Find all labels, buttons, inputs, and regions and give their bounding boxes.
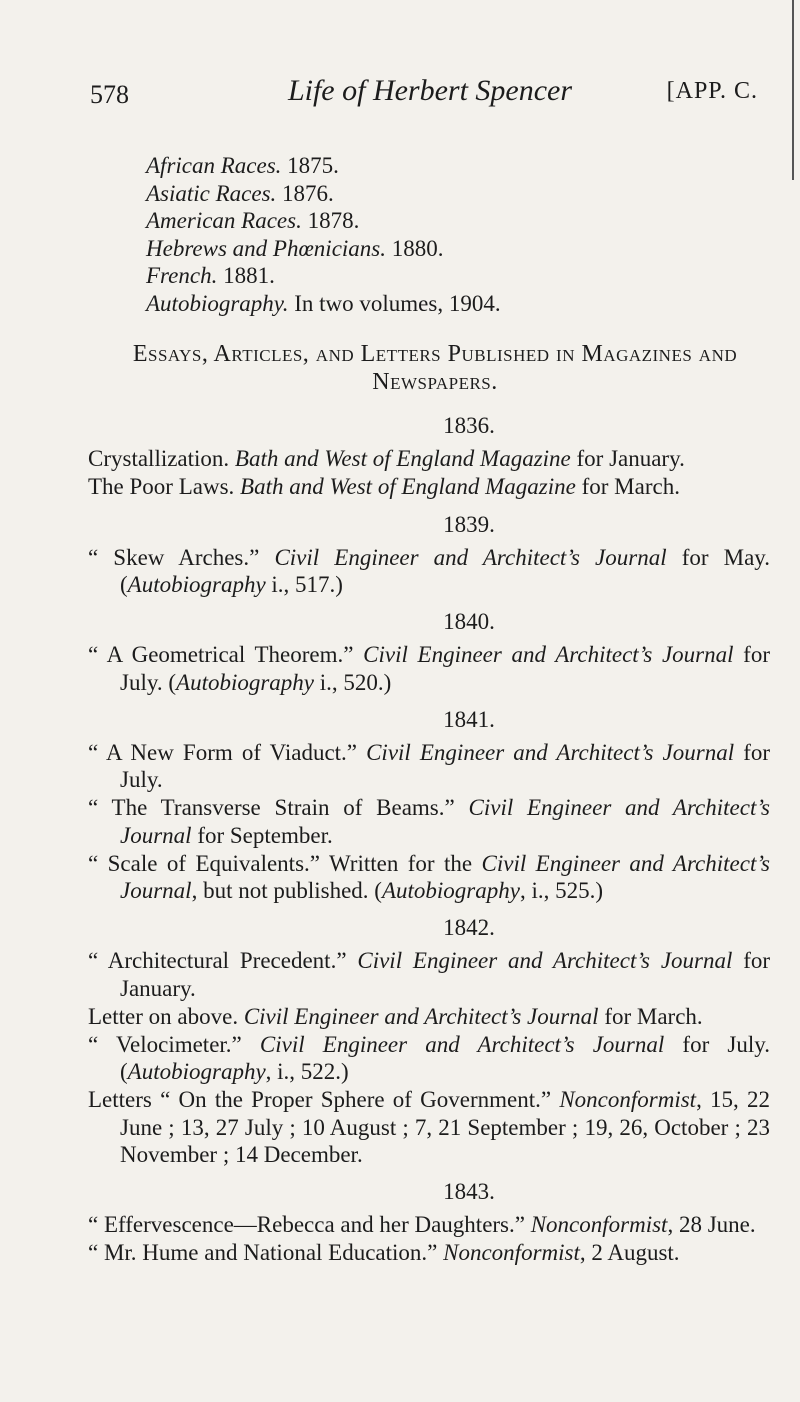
work-detail: 1880.: [391, 235, 444, 261]
entry-date: , but not published.: [191, 878, 369, 904]
work-item: [146, 180, 501, 208]
work-detail: In two volumes, 1904.: [294, 290, 501, 316]
entry-date: for September.: [197, 822, 333, 848]
year-heading: 1842.: [443, 915, 495, 941]
section-heading-line: Newspapers.: [372, 369, 498, 395]
entry-title: “ Architectural Precedent.”: [88, 948, 347, 974]
entry-date: for March.: [581, 474, 680, 500]
reference-detail: , i., 525.): [519, 878, 604, 904]
entry-publication: Civil Engineer and Architect’s Journal: [120, 795, 771, 848]
entry-date: for July.: [120, 740, 771, 793]
entry-title: The Poor Laws.: [88, 474, 235, 500]
year-heading: 1841.: [443, 706, 495, 732]
entry-title: “ Scale of Equivalents.”: [88, 850, 320, 876]
entry-title: “ Effervescence—Rebecca and her Daughters.”: [88, 1212, 525, 1238]
reference-open: (: [120, 1059, 128, 1085]
entry-title: “ A Geometrical Theorem.”: [88, 642, 354, 668]
entry-title: Letters “ On the Proper Sphere of Government.”: [88, 1087, 552, 1113]
running-head: [90, 74, 770, 124]
page-number: 578: [90, 80, 129, 109]
work-detail: 1878.: [307, 208, 360, 233]
entry-publication: Civil Engineer and Architect’s Journal: [274, 544, 667, 570]
reference-detail: i., 520.): [314, 669, 392, 695]
work-title: Hebrews and Phœnicians.: [146, 235, 386, 261]
running-title: Life of Herbert Spencer: [287, 74, 573, 107]
entry-date: , 28 June.: [667, 1212, 756, 1238]
year-heading: 1840.: [443, 609, 495, 635]
bibliography-entry: [88, 739, 770, 793]
year-heading: 1839.: [443, 511, 495, 537]
work-item: [146, 207, 501, 235]
work-title: Asiatic Races.: [146, 180, 277, 206]
work-detail: 1875.: [287, 153, 339, 178]
bibliography-entry: [88, 850, 770, 904]
entry-publication: Nonconformist: [443, 1240, 580, 1266]
bibliography-entry: [88, 445, 770, 472]
reference-detail: , i., 522.): [265, 1059, 349, 1085]
reference-title: Autobiography: [176, 669, 315, 695]
section-heading: [90, 340, 780, 396]
work-item: [146, 152, 501, 180]
entry-title: “ A New Form of Viaduct.”: [88, 740, 358, 766]
entry-reference: [374, 878, 603, 903]
bibliography-entries: [88, 402, 770, 1267]
year-heading: 1836.: [443, 413, 495, 438]
reference-open: (: [374, 878, 382, 904]
reference-title: Autobiography: [381, 878, 520, 904]
year-heading: 1843.: [443, 1179, 495, 1205]
entry-title: “ Skew Arches.”: [88, 544, 260, 570]
entry-title: Letter on above.: [88, 1003, 239, 1029]
entry-date: for January.: [120, 948, 771, 1001]
work-item: [146, 235, 501, 263]
entry-publication: Civil Engineer and Architect’s Journal: [363, 642, 734, 668]
entry-date: for January.: [576, 446, 685, 472]
entry-publication: Nonconformist: [559, 1087, 697, 1113]
bibliography-entry: [88, 1003, 770, 1030]
bibliography-entry: [88, 1239, 770, 1266]
work-title: African Races.: [146, 153, 282, 178]
work-item: [146, 290, 501, 318]
work-item: [146, 262, 501, 290]
bibliography-entry: [88, 1086, 770, 1168]
entry-title: “ Mr. Hume and National Education.”: [88, 1240, 438, 1266]
work-detail: 1881.: [223, 263, 275, 288]
entry-date: for May.: [681, 544, 771, 570]
entry-date: for July.: [120, 642, 770, 695]
entry-date: , 2 August.: [579, 1240, 680, 1266]
bibliography-entry: [88, 544, 770, 598]
entry-date: , 15, 22 June ; 13, 27 July ; 10 August ; 7, 21 September ; 19, 26, October ; 23 November ; 14 December.: [120, 1087, 771, 1167]
reference-open: (: [120, 572, 128, 598]
reference-title: Autobiography: [127, 1059, 266, 1085]
entry-publication: Nonconformist: [530, 1212, 668, 1238]
bibliography-entry: [88, 794, 770, 848]
entry-publication: Civil Engineer and Architect’s Journal: [120, 850, 770, 904]
section-heading-line: Essays, Articles, and Letters Published in Magazines and: [132, 341, 738, 367]
work-title: French.: [146, 263, 218, 288]
entry-date: for March.: [604, 1003, 703, 1029]
entry-title: “ Velocimeter.”: [88, 1032, 242, 1058]
reference-title: Autobiography: [127, 572, 266, 598]
entry-reference: [120, 1059, 349, 1084]
bibliography-entry: [88, 1031, 770, 1085]
entry-reference: [168, 670, 391, 695]
entry-publication: Civil Engineer and Architect’s Journal: [357, 948, 733, 974]
entry-title: “ The Transverse Strain of Beams.”: [88, 795, 455, 821]
reference-open: (: [168, 669, 177, 695]
page-edge-line: [792, 0, 794, 180]
entry-publication: Bath and West of England Magazine: [234, 446, 571, 472]
entry-publication: Civil Engineer and Architect’s Journal: [259, 1032, 665, 1058]
appendix-marker: [APP. C.: [666, 78, 758, 104]
bibliography-entry: [88, 1211, 770, 1238]
entry-reference: [120, 572, 343, 597]
reference-detail: i., 517.): [265, 572, 343, 598]
entry-publication: Civil Engineer and Architect’s Journal: [243, 1003, 599, 1029]
bibliography-entry: [88, 641, 770, 695]
bibliography-entry: [88, 473, 770, 500]
entry-title: Crystallization.: [88, 446, 230, 472]
bibliography-entry: [88, 947, 770, 1001]
work-title: Autobiography.: [146, 290, 289, 316]
entry-publication: Civil Engineer and Architect’s Journal: [366, 740, 735, 766]
entry-publication: Bath and West of England Magazine: [240, 474, 576, 500]
work-title: American Races.: [146, 208, 302, 233]
entry-date: for July.: [682, 1032, 770, 1058]
entry-note: Written for the: [329, 850, 482, 876]
work-detail: 1876.: [282, 180, 334, 206]
works-list: [146, 152, 501, 317]
